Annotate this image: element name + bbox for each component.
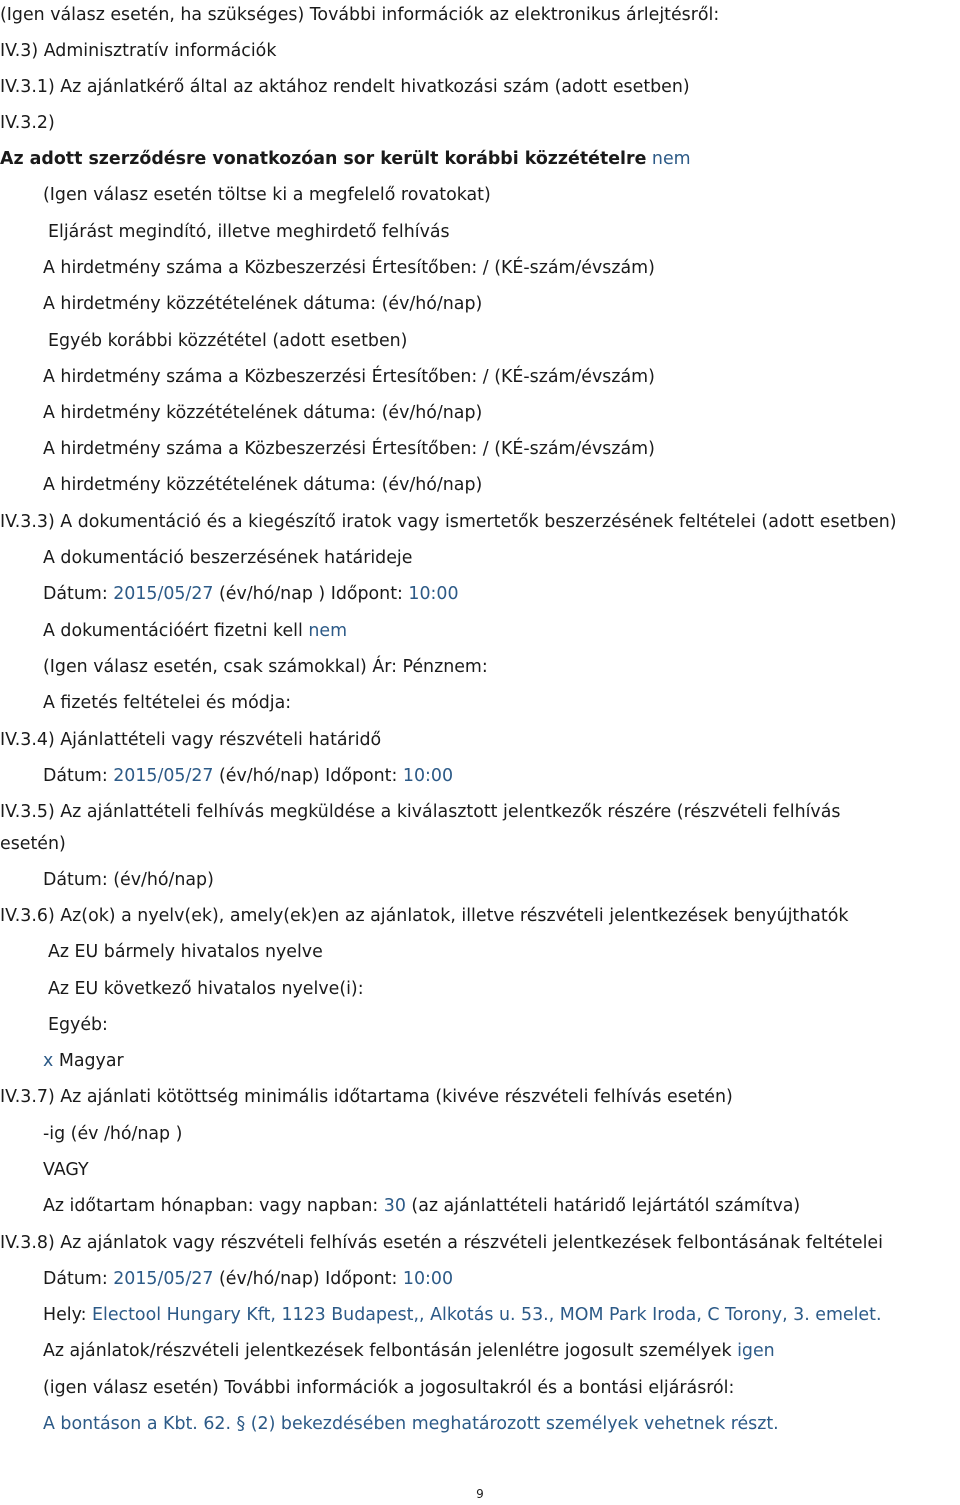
field-value: nem <box>308 621 348 641</box>
section-heading: esetén) <box>0 834 66 854</box>
text-line: Egyéb korábbi közzététel (adott esetben) <box>48 331 408 351</box>
field-label: Az adott szerződésre vonatkozóan sor került korábbi közzétételre <box>0 149 647 169</box>
text-line: A hirdetmény száma a Közbeszerzési Értesítőben: / (KÉ-szám/évszám) <box>43 367 655 387</box>
text-line: Az EU következő hivatalos nyelve(i): <box>48 979 364 999</box>
text-line: A hirdetmény közzétételének dátuma: (év/hó/nap) <box>43 475 483 495</box>
field-label: (év/hó/nap) Időpont: <box>213 766 403 786</box>
text-line: Egyéb: <box>48 1015 108 1035</box>
section-heading: IV.3.1) Az ajánlatkérő által az aktához rendelt hivatkozási szám (adott esetben) <box>0 77 690 97</box>
field-label: Az ajánlatok/részvételi jelentkezések felbontásán jelenlétre jogosult személyek <box>43 1341 738 1361</box>
field-value: 10:00 <box>402 766 454 786</box>
section-heading: IV.3.7) Az ajánlati kötöttség minimális időtartama (kivéve részvételi felhívás esetén) <box>0 1087 733 1107</box>
text-line: A fizetés feltételei és módja: <box>43 693 292 713</box>
text-line: (Igen válasz esetén, csak számokkal) Ár: Pénznem: <box>43 657 488 677</box>
text-line: A hirdetmény száma a Közbeszerzési Értesítőben: / (KÉ-szám/évszám) <box>43 439 655 459</box>
text-line: Az EU bármely hivatalos nyelve <box>48 942 323 962</box>
field-label: A dokumentációért fizetni kell <box>43 621 309 641</box>
text-line <box>43 583 459 605</box>
text-line <box>43 1195 800 1217</box>
field-value: 2015/05/27 <box>113 766 214 786</box>
field-label: Hely: <box>43 1305 93 1325</box>
section-heading: IV.3.3) A dokumentáció és a kiegészítő iratok vagy ismertetők beszerzésének feltételei (adott esetben) <box>0 512 897 532</box>
text-line <box>0 148 691 170</box>
text-line: Dátum: (év/hó/nap) <box>43 870 214 890</box>
field-value: 2015/05/27 <box>113 1269 214 1289</box>
text-line: Eljárást megindító, illetve meghirdető felhívás <box>48 222 450 242</box>
text-line: VAGY <box>43 1160 89 1180</box>
checkbox-mark: x <box>43 1051 54 1071</box>
field-label: (év/hó/nap) Időpont: <box>213 1269 403 1289</box>
text-line <box>43 1304 881 1326</box>
field-value: igen <box>737 1341 775 1361</box>
field-value: 2015/05/27 <box>113 584 214 604</box>
field-value: A bontáson a Kbt. 62. § (2) bekezdésében meghatározott személyek vehetnek részt. <box>43 1414 779 1434</box>
section-heading: IV.3) Adminisztratív információk <box>0 41 277 61</box>
section-heading: IV.3.8) Az ajánlatok vagy részvételi felhívás esetén a részvételi jelentkezések felbontásának feltételei <box>0 1233 883 1253</box>
text-line <box>43 1050 124 1072</box>
text-line: (Igen válasz esetén töltse ki a megfelelő rovatokat) <box>43 185 491 205</box>
text-line: A dokumentáció beszerzésének határideje <box>43 548 413 568</box>
section-heading: IV.3.5) Az ajánlattételi felhívás megküldése a kiválasztott jelentkezők részére (részvételi felhívás <box>0 802 841 822</box>
field-value: 30 <box>383 1196 406 1216</box>
text-line: (Igen válasz esetén, ha szükséges) További információk az elektronikus árlejtésről: <box>0 5 720 25</box>
field-label: Dátum: <box>43 584 114 604</box>
field-value: 10:00 <box>402 1269 454 1289</box>
field-label: Magyar <box>53 1051 124 1071</box>
text-line <box>43 620 347 642</box>
text-line: A hirdetmény száma a Közbeszerzési Értesítőben: / (KÉ-szám/évszám) <box>43 258 655 278</box>
section-heading: IV.3.4) Ajánlattételi vagy részvételi határidő <box>0 730 382 750</box>
text-line: A hirdetmény közzétételének dátuma: (év/hó/nap) <box>43 403 483 423</box>
text-line: -ig (év /hó/nap ) <box>43 1124 183 1144</box>
section-heading: IV.3.2) <box>0 113 55 133</box>
field-value: nem <box>651 149 691 169</box>
field-label: Dátum: <box>43 1269 114 1289</box>
text-line <box>43 1340 775 1362</box>
text-line: A hirdetmény közzétételének dátuma: (év/hó/nap) <box>43 294 483 314</box>
field-label: (az ajánlattételi határidő lejártától számítva) <box>405 1196 801 1216</box>
section-heading: IV.3.6) Az(ok) a nyelv(ek), amely(ek)en az ajánlatok, illetve részvételi jelentkezések benyújthatók <box>0 906 849 926</box>
field-value: Electool Hungary Kft, 1123 Budapest,, Alkotás u. 53., MOM Park Iroda, C Torony, 3. emelet. <box>92 1305 882 1325</box>
field-label: (év/hó/nap ) Időpont: <box>213 584 409 604</box>
field-label: Dátum: <box>43 766 114 786</box>
field-label: Az időtartam hónapban: vagy napban: <box>43 1196 384 1216</box>
page-number: 9 <box>476 1487 484 1501</box>
text-line <box>43 1268 453 1290</box>
field-value: 10:00 <box>408 584 459 604</box>
text-line: (igen válasz esetén) További információk a jogosultakról és a bontási eljárásról: <box>43 1378 735 1398</box>
text-line <box>43 765 453 787</box>
